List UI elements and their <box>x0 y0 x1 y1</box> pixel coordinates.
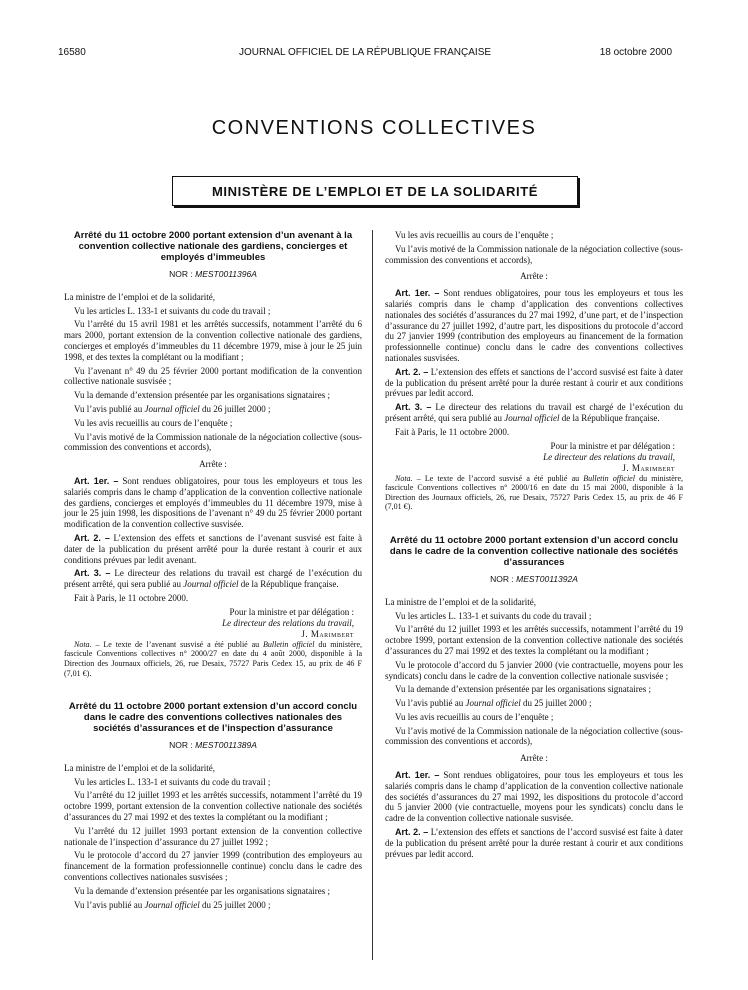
paragraph: Vu l’avis publié au Journal officiel du 25 juillet 2000 ; <box>395 698 592 709</box>
decree-title: Arrêté du 11 octobre 2000 portant extension d’un accord conclu dans le cadre des conventions collectives nationales des sociétés d’assurances et de l’inspection d’assurance <box>68 701 358 735</box>
paragraph: Vu l’avenant n° 49 du 25 février 2000 portant modification de la convention collective nationale susvisée ; <box>64 365 362 387</box>
paragraph: Vu les articles L. 133-1 et suivants du code du travail ; <box>74 776 271 787</box>
column-divider <box>372 230 373 960</box>
article-1: Art. 1er. – Sont rendues obligatoires, pour tous les employeurs et tous les salariés compris dans le champ d’application des conventions collectives nationales des sociétés d’assurances du 27 mai 1992, d’une part, et de l’inspection d’assurance du 27 juillet 1992, d’autre part, les dispositions du protocole d’accord du 27 janvier 1999 (contribution des employeurs au financement de la formation professionnelle continue) conclu dans le cadre des conventions collectives nationales susvisées. <box>385 288 683 363</box>
nota: Nota. – Le texte de l’accord susvisé a été publié au Bulletin officiel du ministère, fascicule Conventions collectives n° 2000/16 en date du 15 mai 2000, disponible à la Direction des Journaux officiels, 26, rue Desaix, 75727 Paris Cedex 15, au prix de 46 F (7,01 €). <box>385 473 683 512</box>
paragraph: Vu les avis recueillis au cours de l’enquête ; <box>395 711 554 722</box>
paragraph: Vu l’avis motivé de la Commission nationale de la négociation collective (sous-commission des conventions et accords), <box>64 431 362 453</box>
paragraph: Vu le protocole d’accord du 27 janvier 1999 (contribution des employeurs au financement de la formation professionnelle continue) conclu dans le cadre des conventions collectives nationales susvisées ; <box>64 850 362 883</box>
ministry-banner: MINISTÈRE DE L’EMPLOI ET DE LA SOLIDARITÉ <box>172 176 578 206</box>
done-at: Fait à Paris, le 11 octobre 2000. <box>395 426 510 437</box>
signature-block: Pour la ministre et par délégation : Le directeur des relations du travail, J. Marimbert <box>543 440 675 473</box>
nota: Nota. – Le texte de l’avenant susvisé a été publié au Bulletin officiel du ministère, fascicule Conventions collectives n° 2000/27 en date du 4 août 2000, disponible à la Direction des Journaux officiels, 26, rue Desaix, 75727 Paris Cedex 15, au prix de 46 F (7,01 €). <box>64 639 362 678</box>
paragraph: Vu les avis recueillis au cours de l’enquête ; <box>74 417 233 428</box>
paragraph: Vu l’arrêté du 15 avril 1981 et les arrêtés successifs, notamment l’arrêté du 6 mars 2000, portant extension de la convention collective nationale des gardiens, concierges et employés d’immeubles du 11 décembre 1979, mise à jour le 25 juin 1998, et des textes la complétant ou la modifiant ; <box>64 319 362 362</box>
paragraph: Vu la demande d’extension présentée par les organisations signataires ; <box>395 684 651 695</box>
section-title: CONVENTIONS COLLECTIVES <box>211 117 537 139</box>
paragraph: Vu l’avis publié au Journal officiel du 26 juillet 2000 ; <box>74 403 271 414</box>
left-column <box>64 230 362 913</box>
paragraph: Vu l’arrêté du 12 juillet 1993 et les arrêtés successifs, notamment l’arrêté du 19 octobre 1999, portant extension de la convention collective nationale des sociétés d’assurances du 27 mai 1992 et des textes la complétant ou la modifiant ; <box>385 624 683 656</box>
paragraph: Vu l’avis motivé de la Commission nationale de la négociation collective (sous-commission des conventions et accords), <box>385 243 683 265</box>
article-3: Art. 3. – Le directeur des relations du travail est chargé de l’exécution du présent arrêté, qui sera publié au Journal officiel de la République française. <box>385 402 683 423</box>
arrete-heading: Arrête : <box>520 753 548 764</box>
running-header <box>58 47 672 61</box>
arrete-heading: Arrête : <box>520 271 548 282</box>
nor-reference: NOR : MEST0011392A <box>490 573 578 584</box>
paragraph: Vu les avis recueillis au cours de l’enquête ; <box>395 230 554 240</box>
issue-date: 18 octobre 2000 <box>599 47 672 58</box>
paragraph: Vu la demande d’extension présentée par les organisations signataires ; <box>74 390 330 401</box>
decree-title: Arrêté du 11 octobre 2000 portant extension d’un avenant à la convention collective nationale des gardiens, concierges et employés d’immeubles <box>73 230 353 263</box>
article-1: Art. 1er. – Sont rendues obligatoires, pour tous les employeurs et tous les salariés compris dans le champ d’application de la convention collective nationale des sociétés d’assurances du 27 mai 1992, les dispositions du protocole d’accord du 5 janvier 2000 (vie contractuelle, moyens pour les syndicats) conclu dans le cadre de la convention collective nationale susvisée. <box>385 770 683 824</box>
article-2: Art. 2. – L’extension des effets et sanctions de l’accord susvisé est faite à dater de la publication du présent arrêté pour la durée restant à courir et aux conditions prévues par ledit accord. <box>385 366 683 399</box>
paragraph: Vu la demande d’extension présentée par les organisations signataires ; <box>74 885 330 896</box>
paragraph: La ministre de l’emploi et de la solidarité, <box>64 291 215 302</box>
right-column <box>385 230 683 862</box>
paragraph: Vu les articles L. 133-1 et suivants du code du travail ; <box>74 305 271 316</box>
article-3: Art. 3. – Le directeur des relations du travail est chargé de l’exécution du présent arrêté, qui sera publié au Journal officiel de la République française. <box>64 568 362 590</box>
nor-reference: NOR : MEST0011389A <box>169 740 257 751</box>
paragraph: Vu l’arrêté du 12 juillet 1993 portant extension de la convention collective nationale de l’inspection d’assurance du 27 juillet 1992 ; <box>64 825 362 847</box>
arrete-heading: Arrête : <box>199 459 227 470</box>
paragraph: Vu l’arrêté du 12 juillet 1993 et les arrêtés successifs, notamment l’arrêté du 19 octobre 1999, portant extension de la convention collective nationale des sociétés d’assurances du 27 mai 1992 et des textes la complétant ou la modifiant ; <box>64 790 362 823</box>
paragraph: Vu l’avis motivé de la Commission nationale de la négociation collective (sous-commission des conventions et accords), <box>385 725 683 747</box>
page-number: 16580 <box>58 47 86 58</box>
nor-reference: NOR : MEST0011396A <box>169 269 257 279</box>
decree-title: Arrêté du 11 octobre 2000 portant extension d’un accord conclu dans le cadre de la convention collective nationale des sociétés d’assurances <box>389 534 679 568</box>
paragraph: La ministre de l’emploi et de la solidarité, <box>64 762 215 773</box>
paragraph: Vu le protocole d’accord du 5 janvier 2000 (vie contractuelle, moyens pour les syndicats) conclu dans le cadre de la convention collective nationale susvisée ; <box>385 659 683 681</box>
journal-name: JOURNAL OFFICIEL DE LA RÉPUBLIQUE FRANÇAISE <box>238 47 492 58</box>
signature-block: Pour la ministre et par délégation : Le directeur des relations du travail, J. Marimbert <box>222 606 354 639</box>
paragraph: La ministre de l’emploi et de la solidarité, <box>385 596 536 607</box>
article-2: Art. 2. – L’extension des effets et sanctions de l’accord susvisé est faite à dater de la publication du présent arrêté pour la durée restant à courir et aux conditions prévues par ledit accord. <box>385 827 683 859</box>
paragraph: Vu les articles L. 133-1 et suivants du code du travail ; <box>395 610 592 621</box>
paragraph: Vu l’avis publié au Journal officiel du 25 juillet 2000 ; <box>74 899 271 910</box>
article-2: Art. 2. – L’extension des effets et sanctions de l’avenant susvisé est faite à dater de la publication du présent arrêté pour la durée restant à courir et aux conditions prévues par ledit avenant. <box>64 532 362 565</box>
done-at: Fait à Paris, le 11 octobre 2000. <box>74 592 189 603</box>
article-1: Art. 1er. – Sont rendues obligatoires, pour tous les employeurs et tous les salariés compris dans le champ d’application de la convention collective nationale des gardiens, concierges et employés d’immeubles du 11 décembre 1979, mise à jour le 25 juin 1998, les dispositions de l’avenant n° 49 du 25 février 2000 portant modification de la convention collective susvisée. <box>64 475 362 530</box>
